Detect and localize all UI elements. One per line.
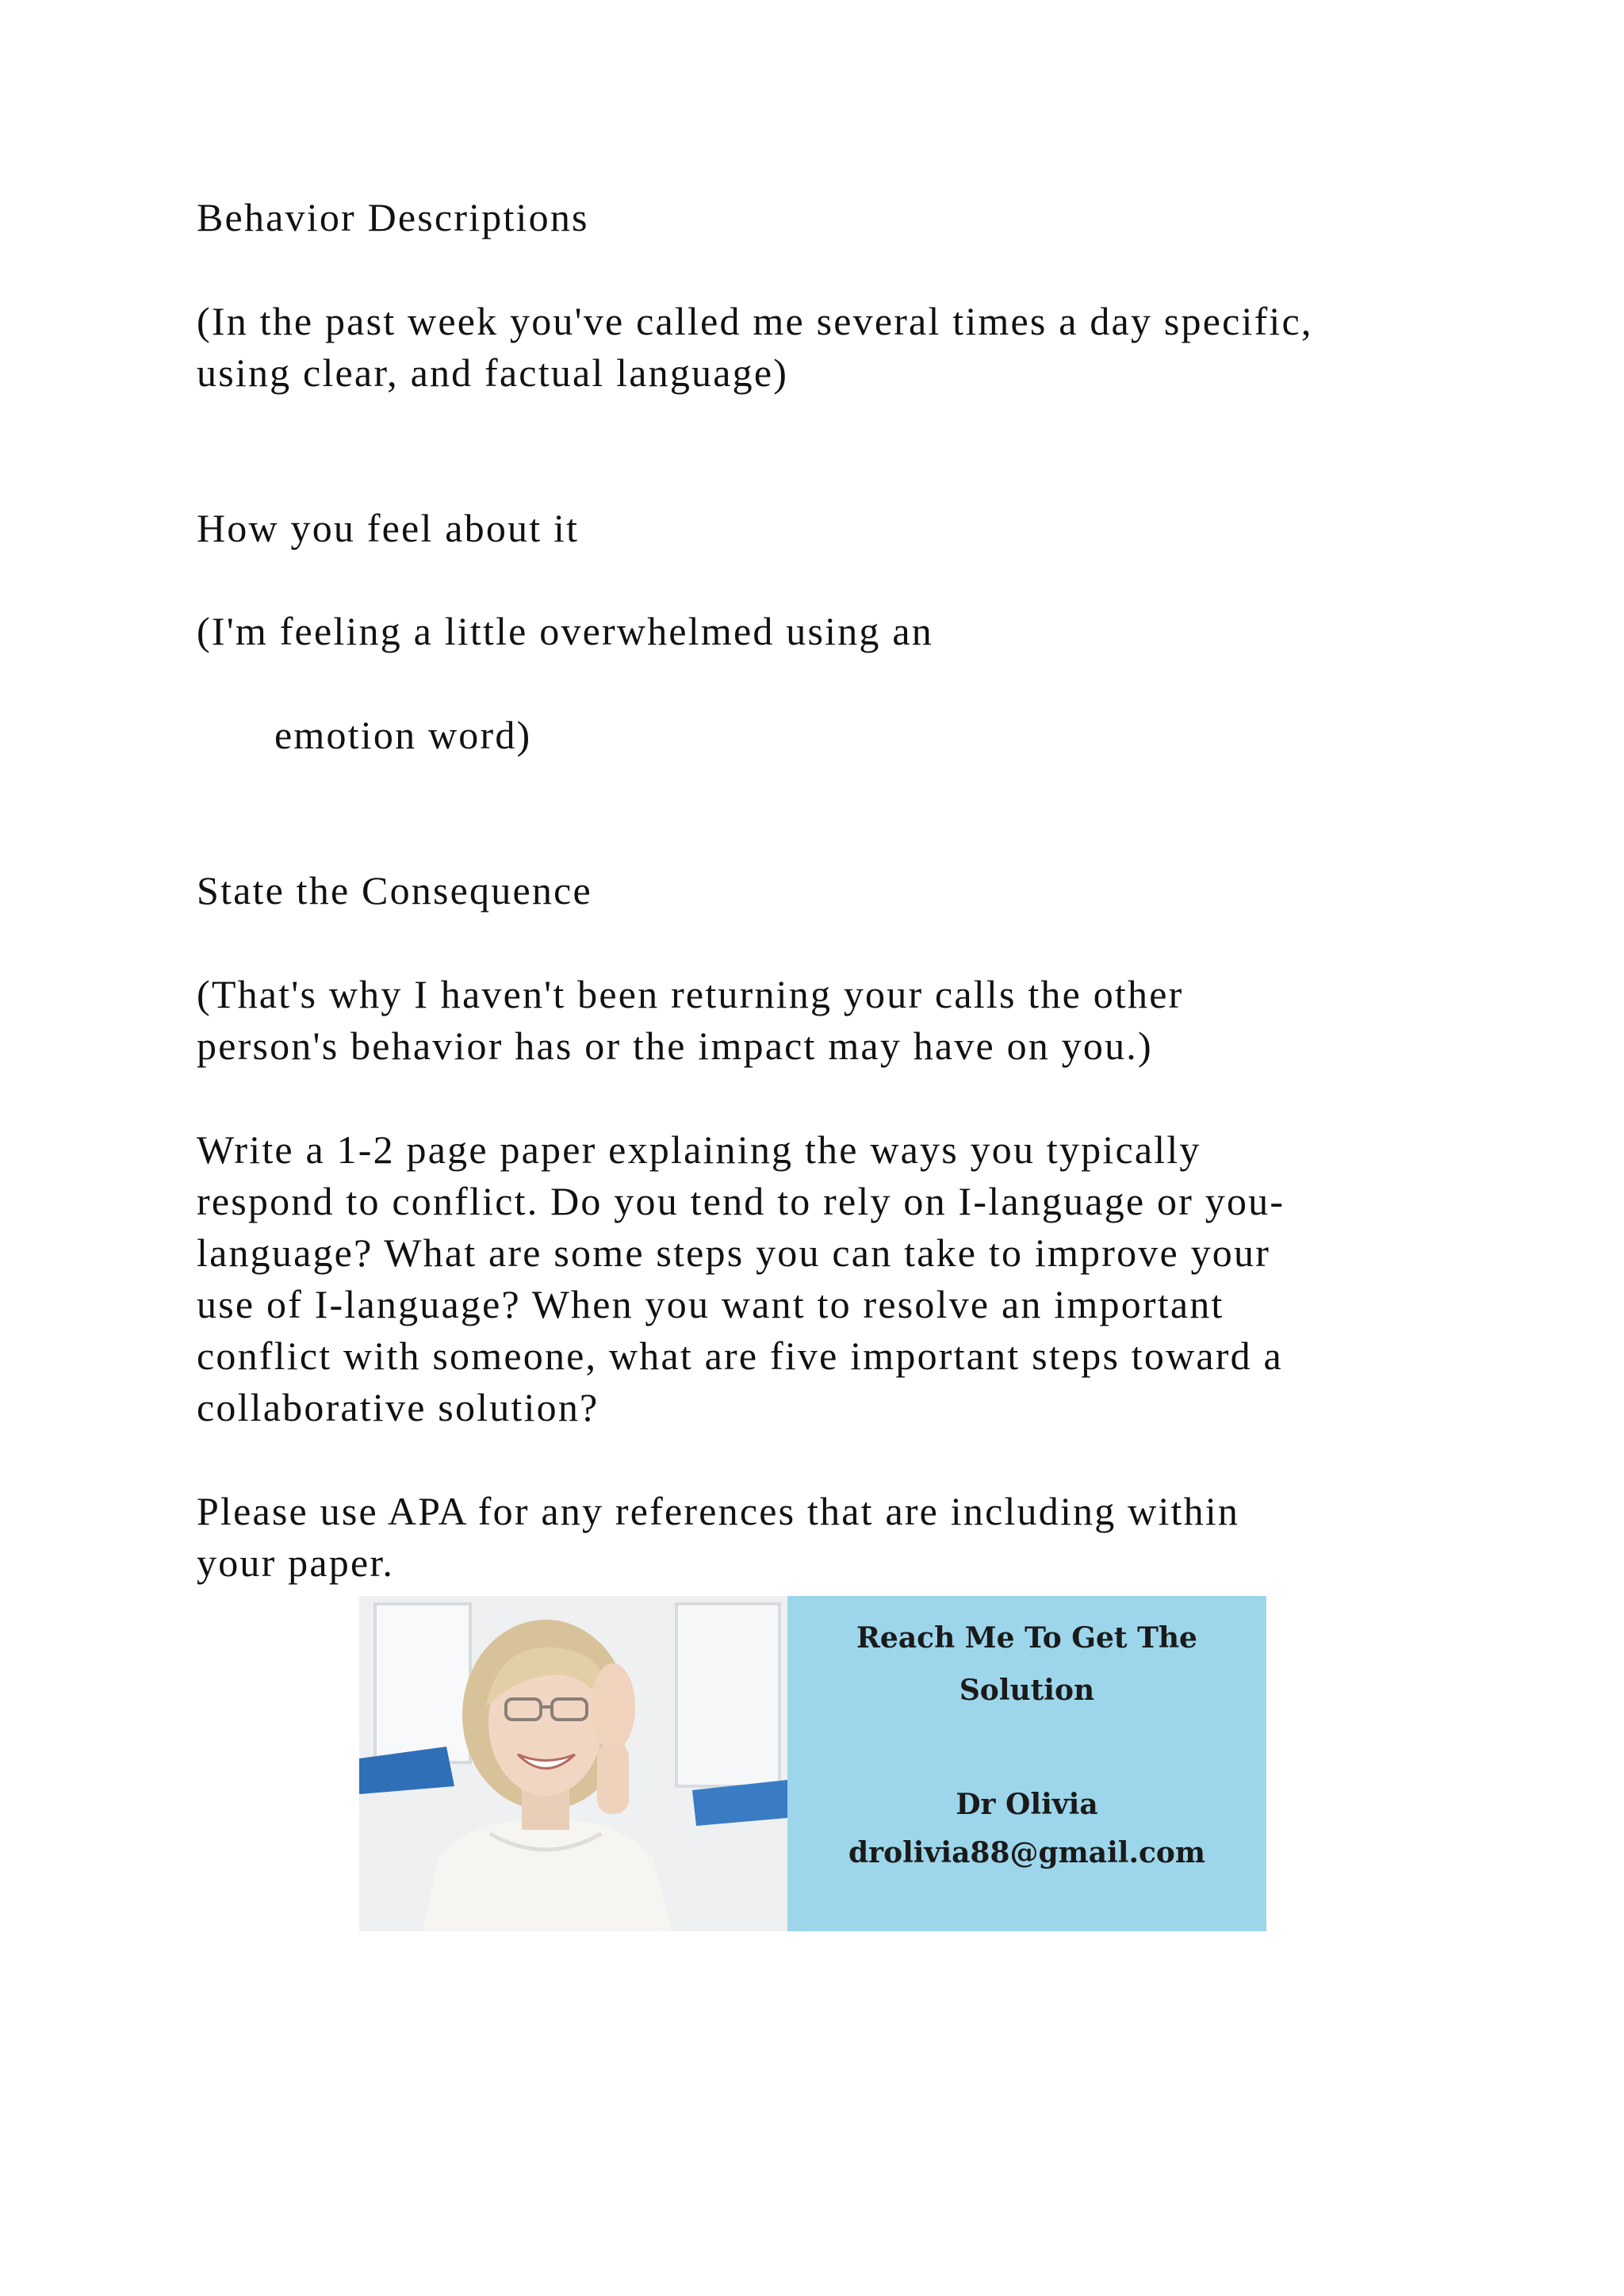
ad-heading-line-1: Reach Me To Get The	[856, 1621, 1197, 1655]
contact-email: drolivia88@gmail.com	[848, 1836, 1206, 1869]
assignment-line: Write a 1-2 page paper explaining the ways you typically	[197, 1127, 1201, 1172]
apa-line-1: Please use APA for any references that are including within	[197, 1489, 1240, 1533]
assignment-line: collaborative solution?	[197, 1385, 599, 1429]
assignment-line: language? What are some steps you can take to improve your	[197, 1230, 1271, 1275]
ad-heading-line-2: Solution	[959, 1674, 1095, 1707]
assignment-line: use of I-language? When you want to resolve an important	[197, 1282, 1224, 1326]
behavior-example-line-1: (In the past week you've called me several times a day specific,	[197, 299, 1313, 343]
assignment-line: conflict with someone, what are five important steps toward a	[197, 1334, 1283, 1378]
assignment-line: respond to conflict. Do you tend to rely on I-language or you-	[197, 1179, 1285, 1223]
contact-name: Dr Olivia	[956, 1788, 1098, 1821]
apa-line-2: your paper.	[197, 1540, 395, 1585]
consequence-example-line-2: person's behavior has or the impact may have on you.)	[197, 1024, 1153, 1068]
feel-example-line-2: emotion word)	[274, 713, 532, 757]
woman-photo-illustration	[359, 1596, 787, 1931]
consequence-heading: State the Consequence	[197, 868, 592, 913]
consequence-example-line-1: (That's why I haven't been returning your calls the other	[197, 972, 1184, 1016]
advertisement-banner	[359, 1596, 1266, 1931]
contact-panel	[787, 1596, 1266, 1931]
feel-heading: How you feel about it	[197, 506, 580, 550]
behavior-heading: Behavior Descriptions	[197, 195, 589, 239]
feel-example-line-1: (I'm feeling a little overwhelmed using an	[197, 609, 933, 653]
woman-photo	[359, 1596, 787, 1931]
behavior-example-line-2: using clear, and factual language)	[197, 350, 789, 395]
